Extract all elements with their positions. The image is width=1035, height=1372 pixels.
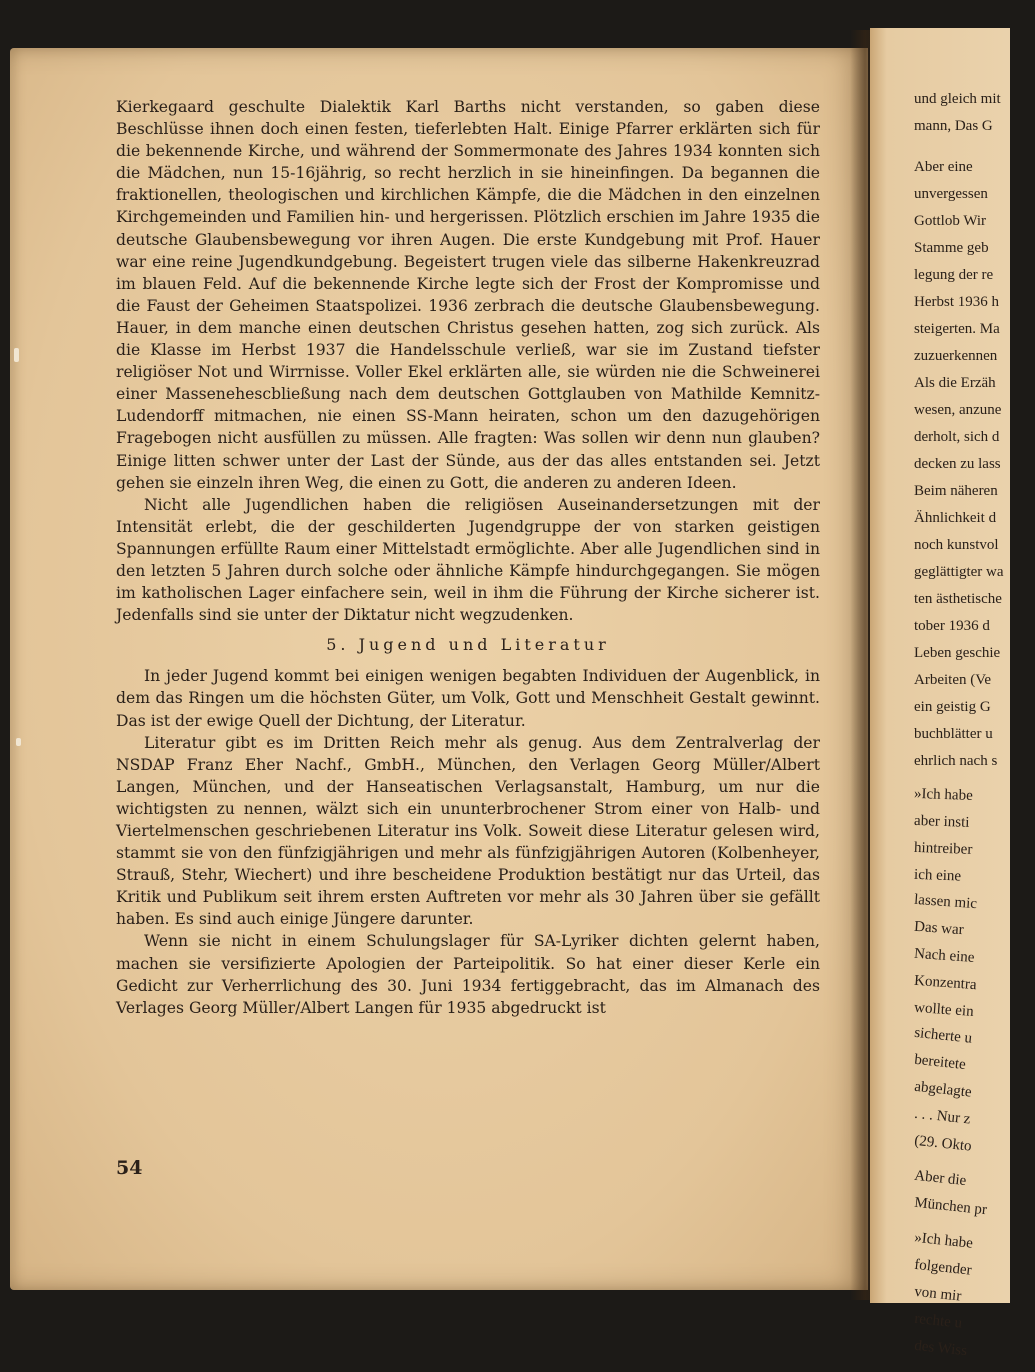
right-line: . . . Nur z	[913, 1105, 972, 1128]
right-line: Leben geschie	[914, 645, 1001, 661]
right-line: wollte ein	[913, 999, 975, 1020]
paragraph-3: In jeder Jugend kommt bei einigen wenigen begabten Individuen der Augenblick, in dem das Ringen um die höchsten Güter, um Volk, Gott und Menschheit Gestalt gewinnt. Das ist der ewige Quell der Dichtung, der Literatur.	[116, 667, 820, 730]
right-line: legung der re	[914, 267, 994, 283]
right-line: des Wiss	[913, 1337, 968, 1360]
right-line: von mir	[913, 1283, 963, 1305]
right-line: sicherte u	[913, 1024, 973, 1047]
paragraph-4: Literatur gibt es im Dritten Reich mehr als genug. Aus dem Zentralverlag der NSDAP Franz Eher Nachf., GmbH., München, den Verlagen Georg Müller/Albert Langen, München, und der Hanseatischen Verlagsanstalt, Hamburg, um nur die wichtigsten zu nennen, wälzt sich ein ununterbrochener Strom einer von Halb- und Viertelmenschen geschriebenen Literatur ins Volk. Soweit diese Literatur gelesen wird, stammt sie von den fünfzigjährigen und mehr als fünfzigjährigen Autoren (Kolbenheyer, Strauß, Stehr, Wiechert) und ihre bescheidene Produktion bestätigt nur das Urteil, das Kritik und Publikum seit ihrem ersten Auftreten vor mehr als 30 Jahren über sie gefällt haben. Es sind auch einige Jüngere darunter.	[116, 733, 820, 929]
paper-blemish	[14, 348, 19, 362]
right-page-text	[914, 86, 1034, 1366]
right-line: aber insti	[913, 812, 970, 831]
paragraph-2: Nicht alle Jugendlichen haben die religiösen Auseinandersetzungen mit der Intensität erlebt, die der geschilderten Jugendgruppe der von starken geistigen Spannungen erfüllte Raum einer Mittelstadt ermöglichte. Aber alle Jugendlichen sind in den letzten 5 Jahren durch solche oder ähnliche Kämpfe hindurchgegangen. Sie mögen im katholischen Lager einfachere sein, weil in ihm die Führung der Kirche sicherer ist. Jedenfalls sind sie unter der Diktatur nicht wegzudenken.	[116, 495, 820, 625]
right-line: hintreiber	[913, 839, 973, 858]
section-heading: 5. Jugend und Literatur	[326, 635, 610, 655]
right-line: Stamme geb	[914, 240, 989, 256]
right-line: unvergessen	[914, 186, 988, 202]
right-page-fragment	[870, 28, 1010, 1360]
paragraph-5: Wenn sie nicht in einem Schulungslager für SA-Lyriker dichten gelernt haben, machen sie versifizierte Apologien der Parteipolitik. So hat einer dieser Kerle ein Gedicht zur Verherrlichung des 30. Juni 1934 fertiggebracht, das im Almanach des Verlages Georg Müller/Albert Langen für 1935 abgedruckt ist	[116, 932, 820, 1017]
right-line: wesen, anzune	[914, 402, 1002, 418]
right-line: noch kunstvol	[914, 537, 999, 553]
right-line: und gleich mit	[914, 91, 1001, 107]
right-line: Herbst 1936 h	[914, 294, 999, 310]
right-line: ten ästhetische	[914, 591, 1002, 607]
right-line: Beim näheren	[914, 483, 998, 499]
right-line: Ähnlichkeit d	[914, 510, 997, 526]
right-line: mann, Das G	[914, 118, 993, 134]
right-line: Aber eine	[914, 159, 973, 175]
right-line: buchblätter u	[914, 726, 993, 742]
right-line: rechte u	[913, 1310, 963, 1332]
right-line: decken zu lass	[914, 456, 1001, 472]
right-line: abgelagte	[913, 1078, 973, 1101]
right-line: Nach eine	[913, 945, 975, 967]
main-text-column	[116, 96, 820, 1019]
right-line: »Ich habe	[913, 785, 974, 804]
right-line: lassen mic	[913, 891, 978, 913]
right-line: (29. Okto	[913, 1132, 973, 1155]
right-line: steigerten. Ma	[914, 321, 1000, 337]
right-line: Aber die	[913, 1167, 967, 1190]
right-line: zuzuerkennen	[914, 348, 998, 364]
right-line: München pr	[913, 1194, 988, 1219]
right-line: derholt, sich d	[914, 429, 1000, 445]
right-line: Als die Erzäh	[914, 375, 996, 391]
right-line: tober 1936 d	[914, 618, 990, 634]
right-line: Das war	[913, 918, 965, 939]
right-line: folgender	[913, 1256, 973, 1279]
right-line: ich eine	[913, 866, 962, 885]
right-line: geglättigter wa	[914, 564, 1004, 580]
paragraph-1: Kierkegaard geschulte Dialektik Karl Barths nicht verstanden, so gaben diese Beschlüsse ihnen doch einen festen, tieferlebten Halt. Einige Pfarrer erklärten sich für die bekennende Kirche, und während der Sommermonate des Jahres 1934 konnten sich die Mädchen, nun 15-16jährig, so recht herzlich in sie hineinfingen. Da begannen die fraktionellen, theologischen und kirchlichen Kämpfe, die die Mädchen in den einzelnen Kirchgemeinden und Familien hin- und hergerissen. Plötzlich erschien im Jahre 1935 die deutsche Glaubensbewegung vor ihren Augen. Die erste Kundgebung mit Prof. Hauer war eine reine Jugendkundgebung. Begeistert trugen viele das silberne Hakenkreuzrad im blauen Feld. Auf die bekennende Kirche legte sich der Frost der Kompromisse und die Faust der Geheimen Staatspolizei. 1936 zerbrach die deutsche Glaubensbewegung. Hauer, in dem manche einen deutschen Christus gesehen hatten, zog sich zurück. Als die Klasse im Herbst 1937 die Handelsschule verließ, war sie im Zustand tiefster religiöser Not und Wirrnisse. Voller Ekel erklärten alle, sie würden nie die Schweinerei einer Massenehescbließung nach dem deutschen Gottglauben von Mathilde Kemnitz-Ludendorff mitmachen, nie einen SS-Mann heiraten, schon um den dazugehörigen Fragebogen nicht ausfüllen zu müssen. Alle fragten: Was sollen wir denn nun glauben? Einige litten schwer unter der Last der Sünde, aus der das alles entstanden sei. Jetzt gehen sie einzeln ihren Weg, die einen zu Gott, die anderen zu anderen Ideen.	[116, 98, 820, 492]
right-line: Gottlob Wir	[914, 213, 987, 229]
right-line: Arbeiten (Ve	[914, 672, 992, 688]
paper-blemish	[16, 738, 21, 746]
right-line: »Ich habe	[913, 1229, 974, 1252]
right-line: Konzentra	[913, 972, 978, 994]
right-line: ehrlich nach s	[914, 753, 998, 769]
right-line: ein geistig G	[914, 699, 991, 715]
page-number: 54	[116, 1157, 143, 1179]
right-line: bereitete	[913, 1051, 967, 1074]
